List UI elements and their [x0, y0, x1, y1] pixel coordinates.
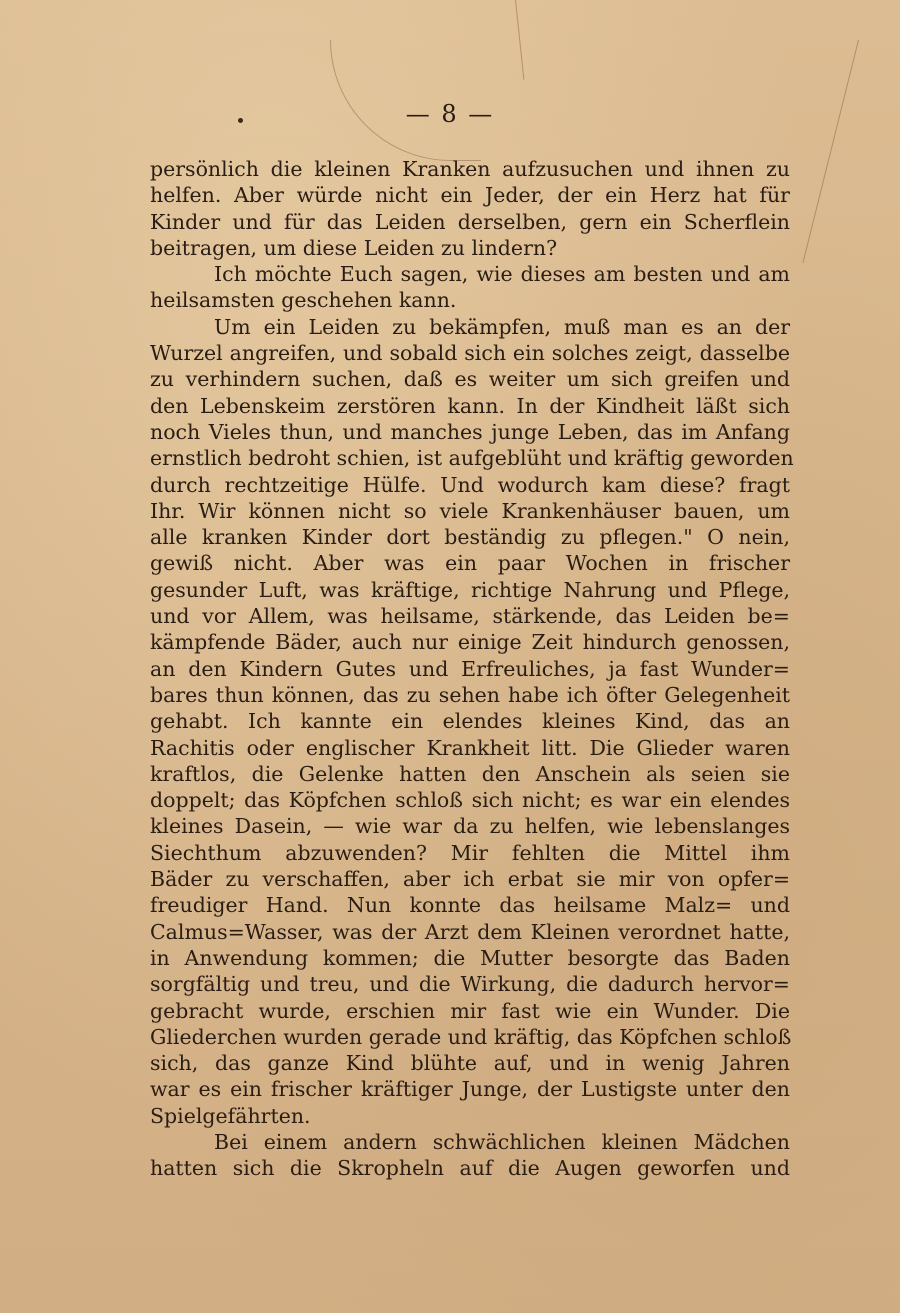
text-line: Um ein Leiden zu bekämpfen, muß man es an der — [214, 314, 790, 339]
text-line: beitragen, um diese Leiden zu lindern? — [150, 235, 558, 260]
text-line: gewiß nicht. Aber was ein paar Wochen in frischer — [150, 551, 790, 576]
body-text — [150, 156, 794, 1182]
text-line: kleines Dasein, — wie war da zu helfen, wie lebenslanges — [150, 814, 790, 839]
text-line: Ich möchte Euch sagen, wie dieses am besten und am — [214, 262, 790, 287]
text-line: zu verhindern suchen, daß es weiter um sich greifen und — [150, 367, 790, 392]
text-line: in Anwendung kommen; die Mutter besorgte das Baden — [150, 945, 790, 970]
text-line: kraftlos, die Gelenke hatten den Anschein als seien sie — [150, 761, 790, 786]
text-line: Wurzel angreifen, und sobald sich ein solches zeigt, dasselbe — [150, 341, 790, 366]
text-line: alle kranken Kinder dort beständig zu pflegen." O nein, — [150, 525, 790, 550]
text-line: Bei einem andern schwächlichen kleinen Mädchen — [214, 1129, 790, 1154]
text-line: ernstlich bedroht schien, ist aufgeblüht und kräftig geworden — [150, 446, 794, 471]
text-line: an den Kindern Gutes und Erfreuliches, ja fast Wunder= — [150, 656, 790, 681]
text-line: gesunder Luft, was kräftige, richtige Nahrung und Pflege, — [150, 577, 790, 602]
text-line: Siechthum abzuwenden? Mir fehlten die Mittel ihm — [150, 840, 790, 865]
page-number: — 8 — — [405, 100, 495, 128]
text-line: gehabt. Ich kannte ein elendes kleines Kind, das an — [150, 709, 790, 734]
text-line: noch Vieles thun, und manches junge Leben, das im Anfang — [150, 419, 790, 444]
text-line: sich, das ganze Kind blühte auf, und in wenig Jahren — [150, 1051, 790, 1076]
paper-crease — [515, 0, 524, 80]
paper-crease — [802, 40, 859, 263]
text-line: und vor Allem, was heilsame, stärkende, das Leiden be= — [150, 604, 790, 629]
text-line: gebracht wurde, erschien mir fast wie ein Wunder. Die — [150, 998, 790, 1023]
text-line: persönlich die kleinen Kranken aufzusuchen und ihnen zu — [150, 157, 790, 181]
text-line: Gliederchen wurden gerade und kräftig, das Köpfchen schloß — [150, 1024, 792, 1049]
text-line: war es ein frischer kräftiger Junge, der Lustigste unter den — [150, 1077, 790, 1102]
text-line: doppelt; das Köpfchen schloß sich nicht; es war ein elendes — [150, 788, 790, 813]
text-line: den Lebenskeim zerstören kann. In der Kindheit läßt sich — [150, 393, 790, 418]
text-line: hatten sich die Skropheln auf die Augen geworfen und — [150, 1156, 790, 1181]
text-line: sorgfältig und treu, und die Wirkung, die dadurch hervor= — [150, 972, 790, 997]
text-line: Kinder und für das Leiden derselben, gern ein Scherflein — [150, 209, 790, 234]
text-line: freudiger Hand. Nun konnte das heilsame Malz= und — [150, 893, 790, 918]
text-line: helfen. Aber würde nicht ein Jeder, der ein Herz hat für — [150, 183, 790, 208]
text-line: Spielgefährten. — [150, 1103, 311, 1128]
text-line: Ihr. Wir können nicht so viele Krankenhäuser bauen, um — [150, 498, 790, 523]
text-line: durch rechtzeitige Hülfe. Und wodurch kam diese? fragt — [150, 472, 790, 497]
text-line: Calmus=Wasser, was der Arzt dem Kleinen verordnet hatte, — [150, 919, 790, 944]
text-line: bares thun können, das zu sehen habe ich öfter Gelegenheit — [150, 682, 790, 707]
text-line: kämpfende Bäder, auch nur einige Zeit hindurch genossen, — [150, 630, 790, 655]
text-line: Bäder zu verschaffen, aber ich erbat sie mir von opfer= — [150, 867, 790, 892]
text-line: heilsamsten geschehen kann. — [150, 288, 457, 313]
text-line: Rachitis oder englischer Krankheit litt. Die Glieder waren — [150, 735, 790, 760]
